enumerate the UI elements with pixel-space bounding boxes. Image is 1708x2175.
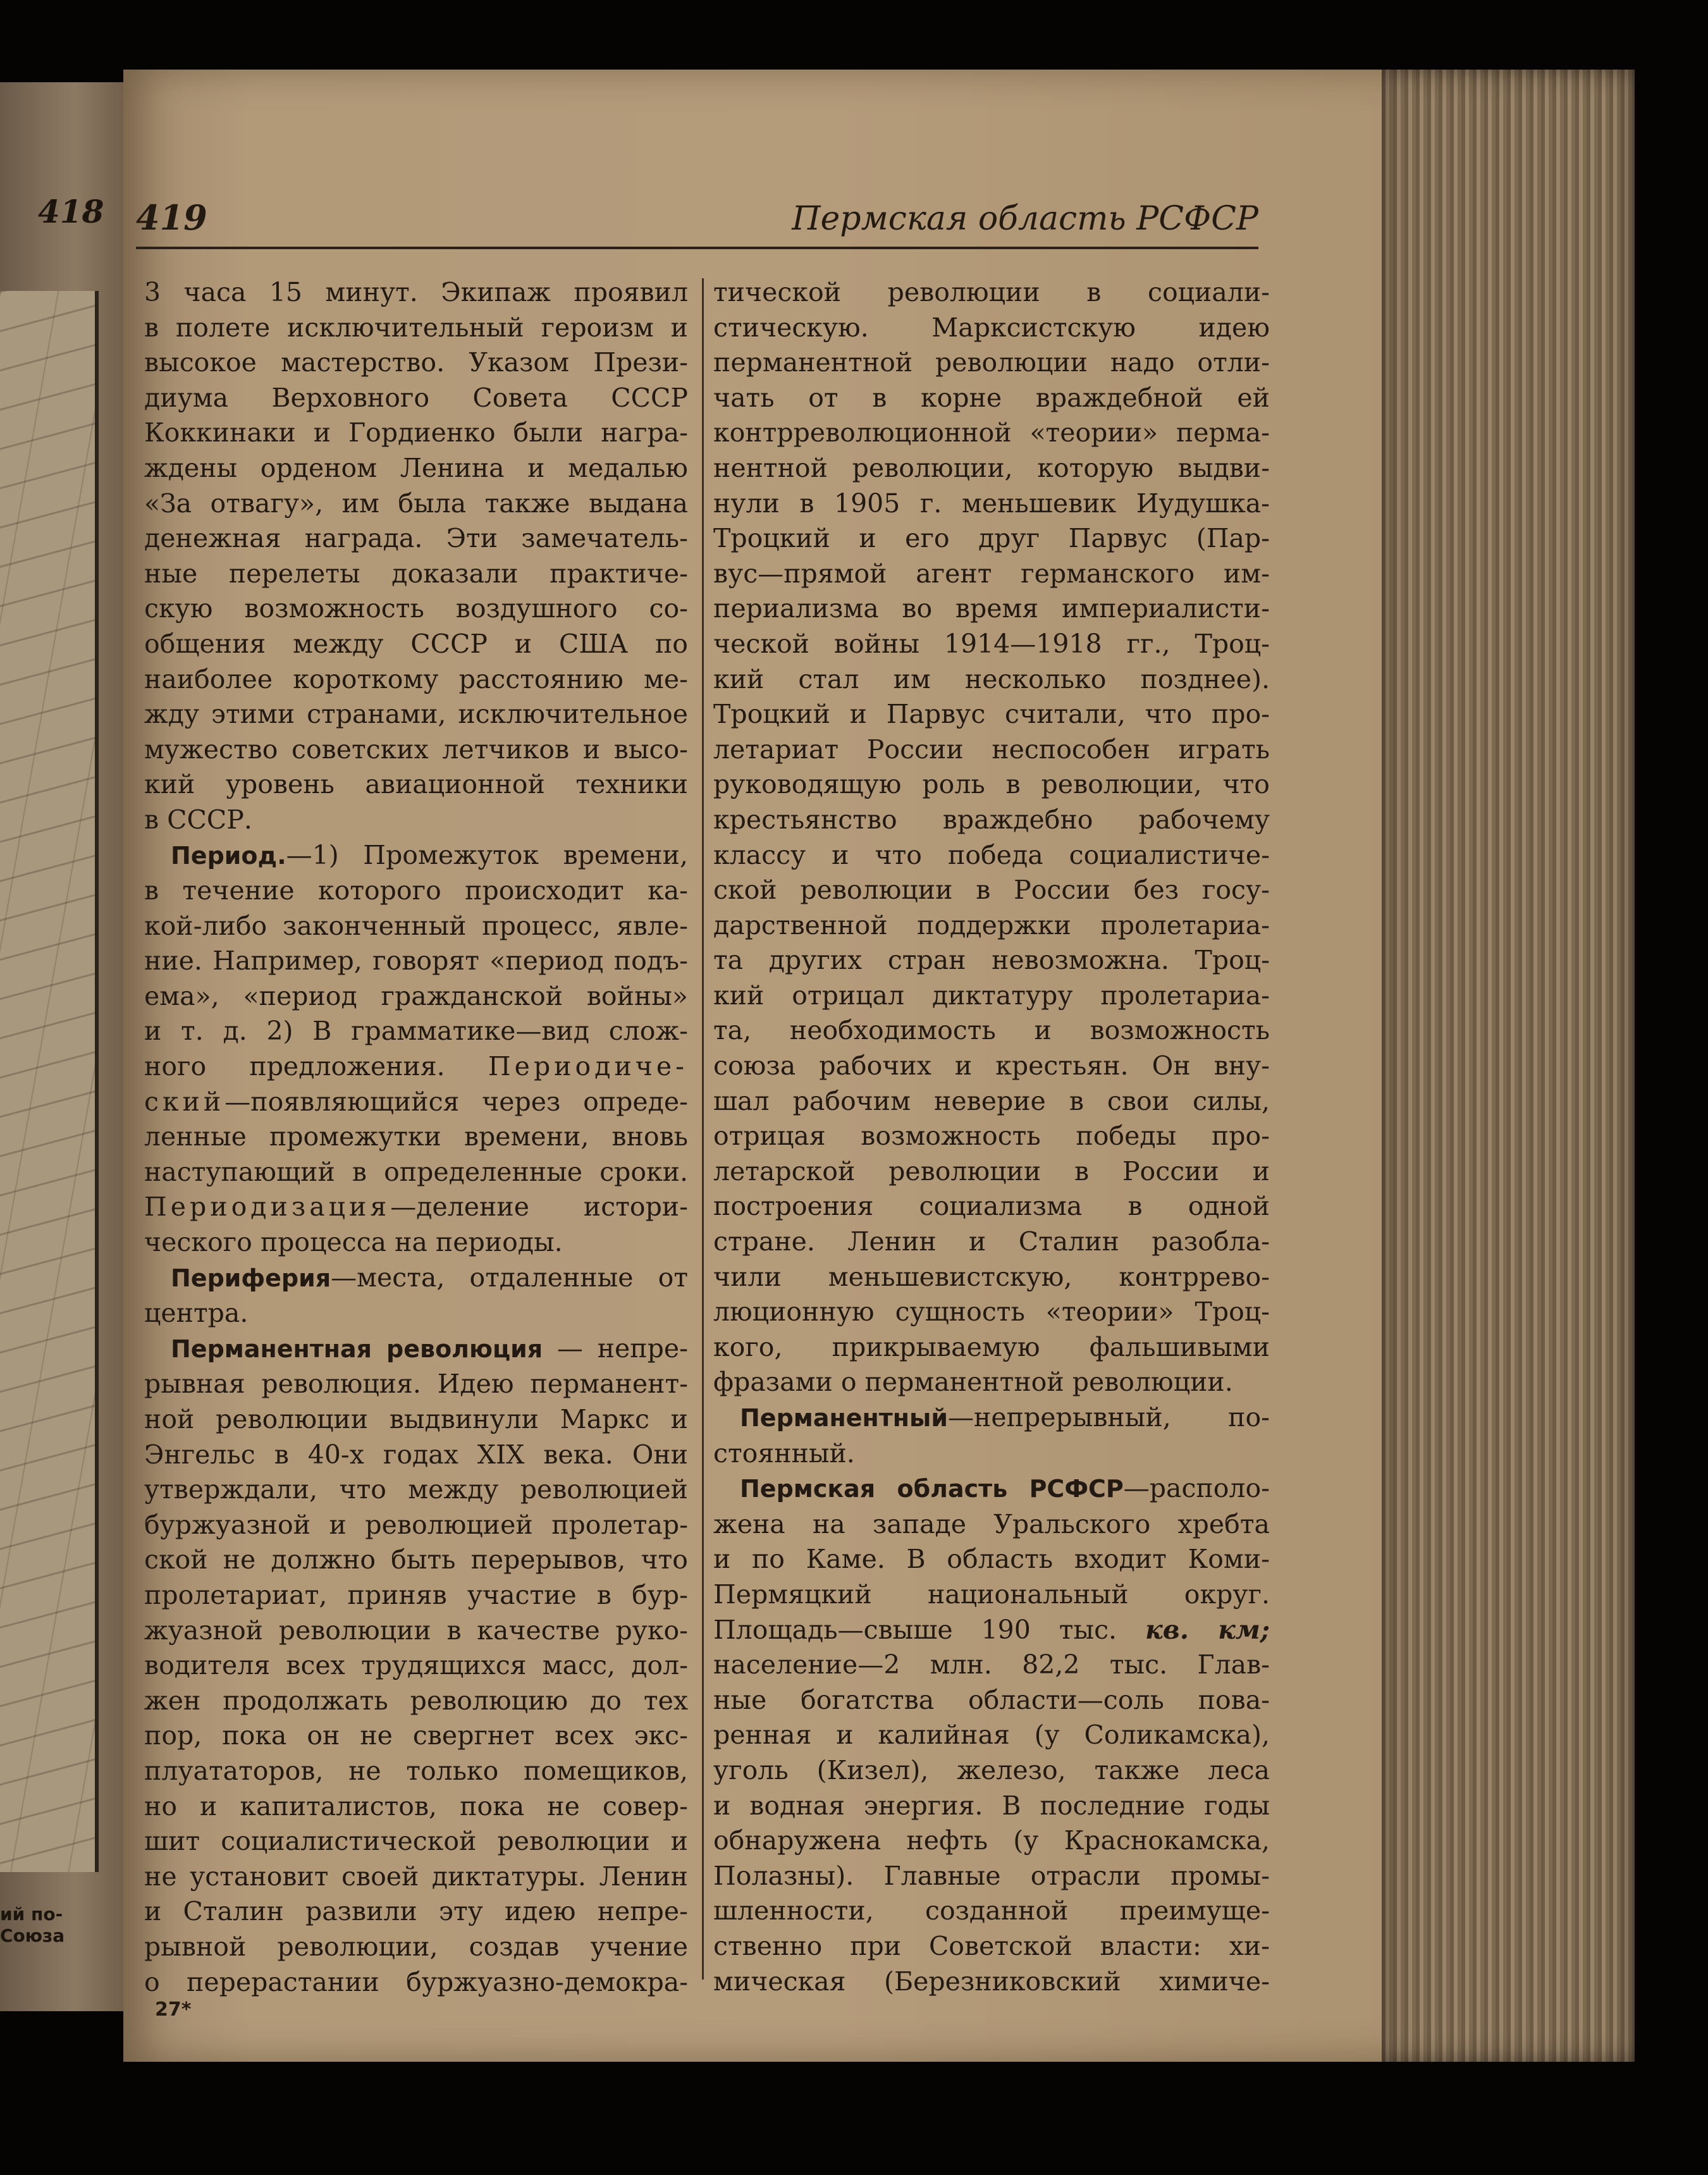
text-line-mixed [713,1613,1270,1648]
text-line: и водная энергия. В последние годы [713,1790,1270,1821]
previous-page [0,82,136,2011]
text-line: вус—прямой агент германского им- [713,558,1270,589]
text-line: Коккинаки и Гордиенко были награ- [144,417,688,448]
entry-term: Перманентный [740,1404,949,1432]
entry-first-line [144,1260,688,1297]
text-line: утверждали, что между революцией [144,1474,688,1505]
text-line: наиболее короткому расстоянию ме- [144,663,688,694]
spaced-term: Периодизация [144,1192,391,1223]
entry-text: —места, отдаленные от [331,1262,688,1293]
entry-term: Перманентная революция [171,1334,543,1363]
text-line: стране. Ленин и Сталин разобла- [713,1226,1270,1257]
text-line: Пермяцкий национальный округ. [713,1579,1270,1610]
text-line: мическая (Березниковский химиче- [713,1966,1270,1997]
text-line: фразами о перманентной революции. [713,1367,1233,1398]
text-line: нентной революции, которую выдви- [713,452,1270,483]
text-line: население—2 млн. 82,2 тыс. Глав- [713,1649,1270,1680]
text-line: контрреволюционной «теории» перма- [713,417,1270,448]
text-line: и т. д. 2) В грамматике—вид слож- [144,1016,688,1047]
text-line: руководящую роль в революции, что [713,769,1270,800]
previous-page-number: 418 [38,193,104,230]
text-line: центра. [144,1298,249,1329]
text-line: высокое мастерство. Указом Прези- [144,347,688,378]
text-line: нули в 1905 г. меньшевик Иудушка- [713,488,1270,519]
text-line: плуататоров, не только помещиков, [144,1755,688,1786]
text-line: та других стран невозможна. Троц- [713,945,1270,976]
entry-perm-region [713,1471,1270,1999]
text-line: жен продолжать революцию до тех [144,1685,688,1716]
text-line: рывной революции, создав учение [144,1931,688,1962]
text-line: ренная и калийная (у Соликамска), [713,1720,1270,1751]
text-line: но и капиталистов, пока не совер- [144,1790,688,1821]
text-line: наступающий в определенные сроки. [144,1156,688,1187]
text-line: тической революции в социали- [713,277,1270,307]
text-line: жду этими странами, исключительное [144,699,688,730]
text-segment: ного предложения. [144,1051,445,1082]
text-line: ной революции выдвинули Маркс и [144,1404,688,1434]
right-column [713,275,1270,1999]
text-line: союза рабочих и крестьян. Он вну- [713,1051,1270,1081]
entry-text: — непре- [543,1333,688,1364]
text-line: в полете исключительный героизм и [144,312,688,343]
text-line: ческого процесса на периоды. [144,1227,563,1258]
left-column [144,275,688,2000]
text-line: скую возможность воздушного со- [144,593,688,624]
page-number: 419 [136,197,207,238]
book-edge [1382,70,1635,2062]
text-line: о перерастании буржуазно-демокра- [144,1966,688,1997]
page-header [136,171,1258,249]
text-line: шит социалистической революции и [144,1826,688,1857]
paragraph-flight [144,275,688,838]
text-line: в течение которого происходит ка- [144,875,688,906]
text-line: Полазны). Главные отрасли промы- [713,1860,1270,1891]
text-line: крестьянство враждебно рабочему [713,804,1270,835]
fragment-line: ий по- [0,1904,63,1925]
text-line: построения социализма в одной [713,1191,1270,1222]
entry-term: Пермская область РСФСР [740,1475,1124,1503]
text-line: кий стал им несколько позднее). [713,663,1270,694]
text-line: Троцкий и Парвус считали, что про- [713,699,1270,730]
text-line: ные перелеты доказали практиче- [144,558,688,589]
text-line: ской не должно быть перерывов, что [144,1544,688,1575]
fragment-line: Союза [0,1925,65,1946]
text-line-mixed [144,1190,688,1225]
text-line: стоянный. [713,1438,855,1469]
entry-text: —располо- [1123,1473,1270,1504]
text-line: ние. Например, говорят «период подъ- [144,946,688,977]
text-line: шал рабочим неверие в свои силы, [713,1085,1270,1116]
printer-signature: 27* [155,1999,192,2021]
entry-text: —непрерывный, по- [948,1402,1270,1433]
text-line-mixed [144,1085,688,1120]
text-line: ственно при Советской власти: хи- [713,1930,1270,1961]
text-segment: —появляющийся через опреде- [224,1086,688,1117]
text-line: дарственной поддержки пролетариа- [713,909,1270,940]
text-line: ные богатства области—соль пова- [713,1684,1270,1715]
entry-first-line [144,838,688,874]
map-illustration [0,291,99,1872]
entry-permanent [713,1400,1270,1471]
text-line: та, необходимость и возможность [713,1015,1270,1046]
text-segment: Площадь—свыше 190 тыс. [713,1614,1146,1645]
text-line: ской революции в России без госу- [713,875,1270,906]
text-line: 3 часа 15 минут. Экипаж проявил [144,277,688,307]
text-line: кой-либо законченный процесс, явле- [144,910,688,941]
column-divider [702,278,704,1980]
text-line: стическую. Марксистскую идею [713,312,1270,343]
text-line: и по Каме. В область входит Коми- [713,1544,1270,1575]
previous-page-fragment [0,1904,65,1947]
text-line: Энгельс в 40-х годах XIX века. Они [144,1439,688,1470]
entry-periphery [144,1260,688,1331]
entry-permanent-revolution [144,1331,688,2000]
text-line: и Сталин развили эту идею непре- [144,1896,688,1927]
text-line: рывная революция. Идею перманент- [144,1369,688,1400]
text-line: диума Верховного Совета СССР [144,382,688,413]
text-line: буржуазной и революцией пролетар- [144,1509,688,1540]
entry-text: —1) Промежуток времени, [286,839,688,870]
text-line: жена на западе Уральского хребта [713,1508,1270,1539]
text-line: кий отрицал диктатуру пролетариа- [713,980,1270,1011]
text-line: денежная награда. Эти замечатель- [144,523,688,554]
text-line: водителя всех трудящихся масс, дол- [144,1650,688,1681]
text-line: кий уровень авиационной техники [144,769,688,800]
text-line: люционную сущность «теории» Троц- [713,1297,1270,1328]
text-line: перманентной революции надо отли- [713,347,1270,378]
text-line: пор, пока он не свергнет всех экс- [144,1720,688,1751]
entry-term: Периферия [171,1264,331,1292]
text-line: пролетариат, приняв участие в бур- [144,1579,688,1610]
text-line: чать от в корне враждебной ей [713,382,1270,413]
running-head: Пермская область РСФСР [792,200,1258,238]
unit-italic: кв. км; [1145,1614,1270,1645]
text-line: ема», «период гражданской войны» [144,980,688,1011]
text-line: летариат России неспособен играть [713,734,1270,765]
paragraph-permanent-revolution-cont [713,275,1270,1400]
text-line: отрицая возможность победы про- [713,1121,1270,1152]
text-line: мужество советских летчиков и высо- [144,734,688,765]
entry-first-line [144,1331,688,1367]
entry-period [144,838,688,1260]
text-line: жуазной революции в качестве руко- [144,1615,688,1646]
text-line: шленности, созданной преимуще- [713,1895,1270,1926]
text-line: ленные промежутки времени, вновь [144,1121,688,1152]
spaced-term: ский [144,1086,225,1117]
entry-first-line [713,1471,1270,1507]
text-line: уголь (Кизел), железо, также леса [713,1754,1270,1785]
text-line: периализма во время империалисти- [713,593,1270,624]
text-segment: —деление истори- [390,1192,688,1223]
text-line: ческой войны 1914—1918 гг., Троц- [713,628,1270,659]
text-line: Троцкий и его друг Парвус (Пар- [713,523,1270,554]
text-line: не установит своей диктатуры. Ленин [144,1861,688,1892]
text-line: общения между СССР и США по [144,628,688,659]
text-line: чили меньшевистскую, контррево- [713,1261,1270,1292]
entry-first-line [713,1400,1270,1436]
entry-term: Период. [171,841,286,870]
text-line: летарской революции в России и [713,1155,1270,1186]
text-line: кого, прикрываемую фальшивыми [713,1331,1270,1362]
text-line: обнаружена нефть (у Краснокамска, [713,1825,1270,1856]
text-line-mixed [144,1049,688,1085]
text-line: ждены орденом Ленина и медалью [144,452,688,483]
spaced-term: Периодиче- [488,1051,688,1082]
text-line: в СССР. [144,804,252,835]
text-line: «За отвагу», им была также выдана [144,488,688,519]
text-line: классу и что победа социалистиче- [713,839,1270,870]
